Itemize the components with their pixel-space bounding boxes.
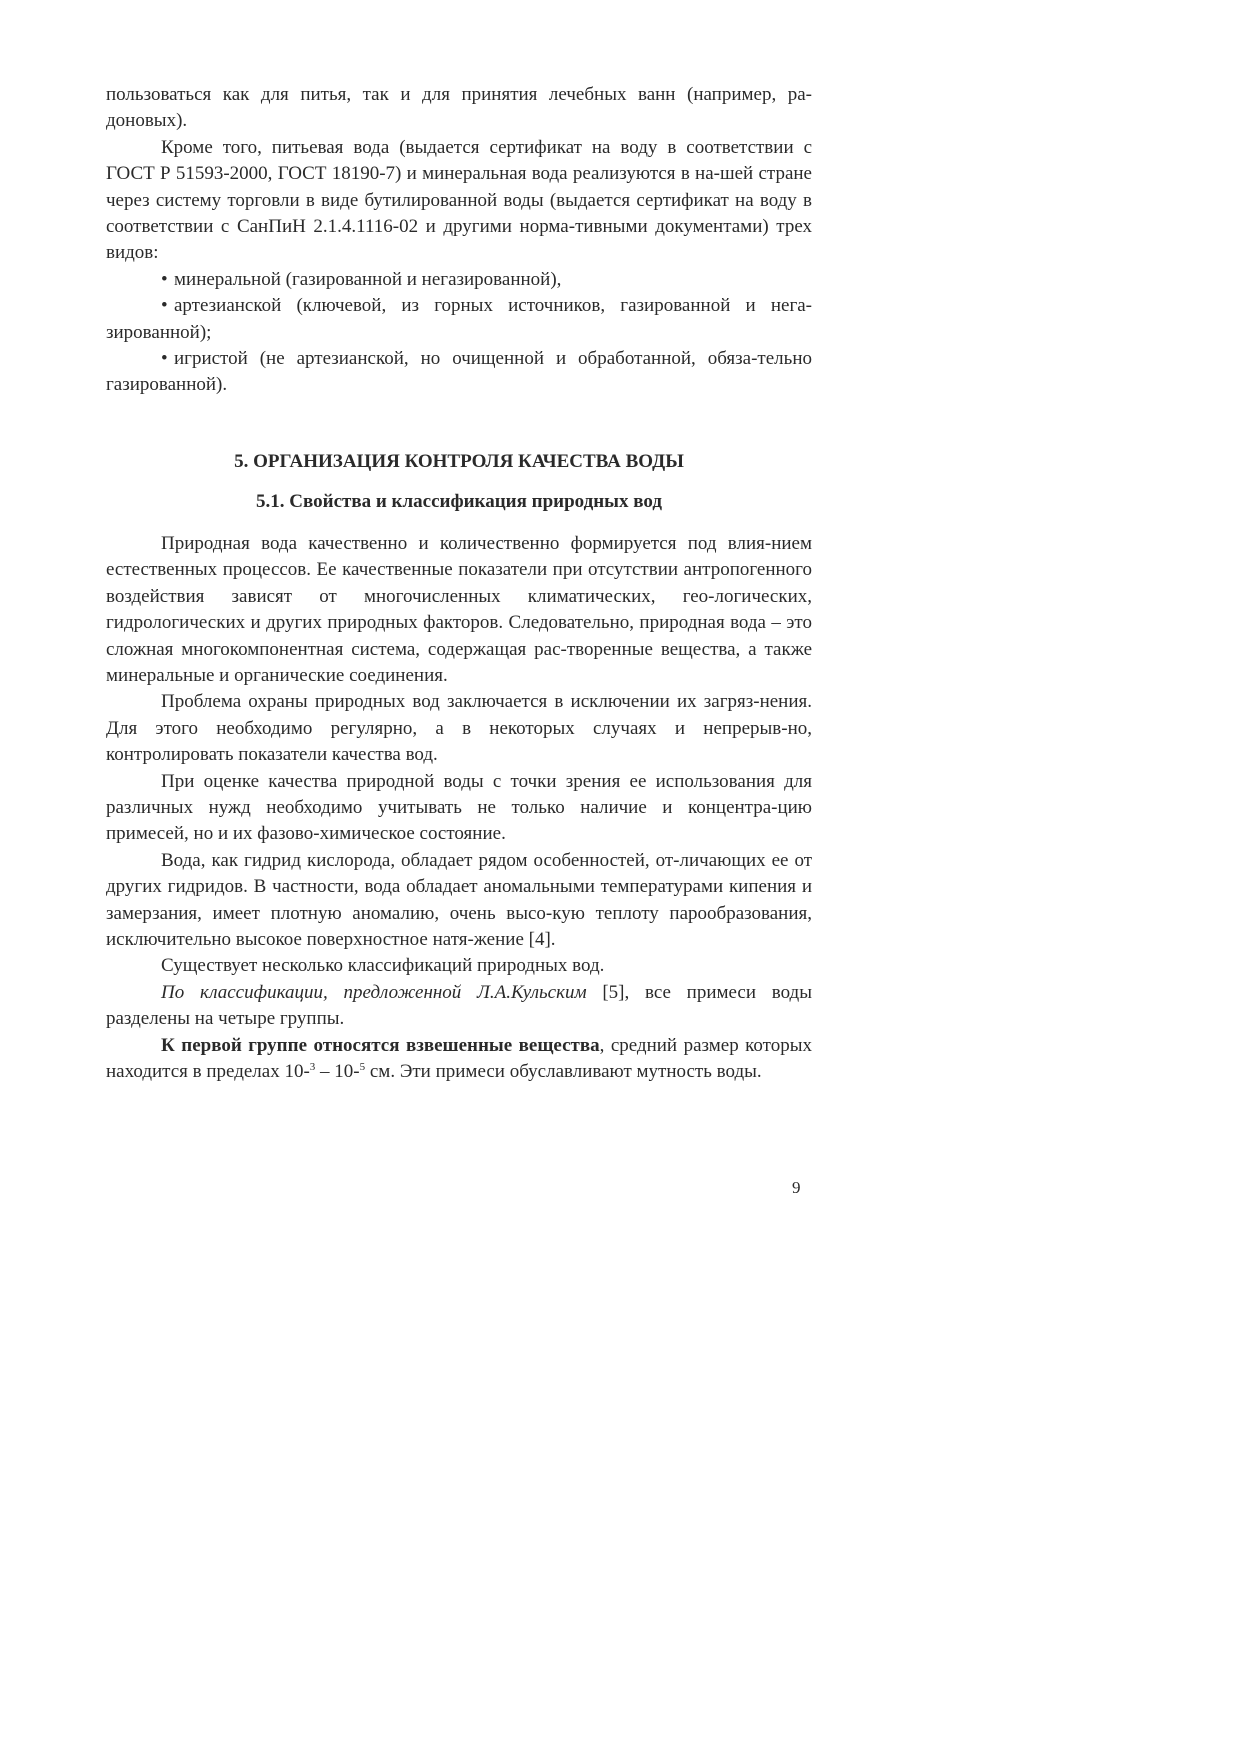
first-group-lead: К первой группе относятся взвешенные вещества	[161, 1034, 600, 1056]
first-group-text-c: см. Эти примеси обуславливают мутность воды.	[365, 1061, 762, 1082]
list-item	[106, 346, 812, 399]
intro-paragraph-1: пользоваться как для питья, так и для принятия лечебных ванн (например, ра-доновых).	[106, 84, 812, 132]
body-paragraph: Вода, как гидрид кислорода, обладает рядом особенностей, от-личающих ее от других гидридов. В частности, вода обладает аномальными температурами кипения и замерзания, имеет плотную аномалию, очень высо-кую теплоту парообразования, исключительно высокое поверхностное натя-жение [4].	[106, 849, 812, 950]
body-paragraph: Существует несколько классификаций природных вод.	[161, 955, 605, 977]
body-paragraph: При оценке качества природной воды с точки зрения ее использования для различных нужд необходимо учитывать не только наличие и концентра-цию примесей, но и их фазово-химическое состояние.	[106, 770, 812, 845]
intro-paragraph-2: Кроме того, питьевая вода (выдается сертификат на воду в соответствии с ГОСТ Р 51593-2000, ГОСТ 18190-7) и минеральная вода реализуются в на-шей стране через систему торговли в виде бутилированной воды (выдается сертификат на воду в соответствии с СанПиН 2.1.4.1116-02 и другими норма-тивными документами) трех видов:	[106, 136, 812, 264]
water-types-list	[106, 267, 812, 399]
classification-citation: По классификации, предложенной Л.А.Кульским	[161, 981, 587, 1003]
body-paragraph: Проблема охраны природных вод заключается в исключении их загряз-нения. Для этого необходимо регулярно, а в некоторых случаях и непрерыв-но, контролировать показатели качества вод.	[106, 691, 812, 766]
first-group-text-a: , средний размер которых находится в пределах 10-	[106, 1034, 812, 1082]
classification-text: [5], все примеси воды разделены на четыре группы.	[106, 981, 812, 1030]
bullet-icon: •	[161, 268, 168, 290]
page-number: 9	[792, 1178, 801, 1197]
document-page	[106, 82, 812, 1085]
bullet-icon: •	[161, 295, 168, 317]
exponent-a: 3	[309, 1061, 316, 1073]
bullet-icon: •	[161, 348, 168, 370]
body-paragraph: Природная вода качественно и количественно формируется под влия-нием естественных процессов. Ее качественные показатели при отсутствии антропогенного воздействия зависят от многочисленных климатических, гео-логических, гидрологических и других природных факторов. Следовательно, природная вода – это сложная многокомпонентная система, содержащая рас-творенные вещества, а также минеральные и органические соединения.	[106, 532, 812, 686]
list-item	[106, 267, 812, 293]
section-heading: 5. ОРГАНИЗАЦИЯ КОНТРОЛЯ КАЧЕСТВА ВОДЫ	[234, 450, 684, 472]
list-item-text: игристой (не артезианской, но очищенной и обработанной, обяза-тельно газированной).	[106, 348, 812, 396]
classification-paragraph	[106, 980, 812, 1033]
first-group-text-b: – 10-	[315, 1061, 360, 1082]
list-item-text: минеральной (газированной и негазированной),	[174, 268, 562, 290]
first-group-paragraph	[106, 1033, 812, 1086]
list-item	[106, 293, 812, 346]
list-item-text: артезианской (ключевой, из горных источников, газированной и нега-зированной);	[106, 295, 812, 343]
exponent-b: 5	[359, 1061, 366, 1073]
subsection-heading: 5.1. Свойства и классификация природных вод	[256, 490, 662, 512]
